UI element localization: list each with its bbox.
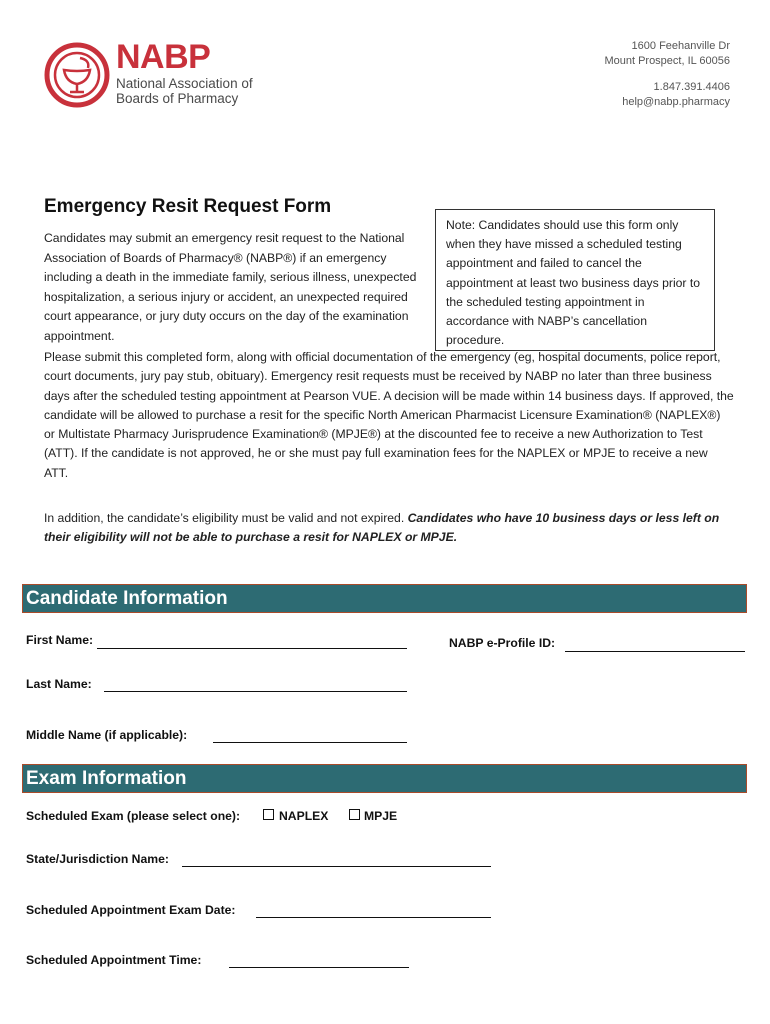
eligibility-text: In addition, the candidate’s eligibility must be valid and not expired. <box>44 511 408 525</box>
mpje-option-label: MPJE <box>364 809 398 823</box>
intro-paragraph: Candidates may submit an emergency resit request to the National Association of Boards of Pharmacy® (NABP®) if an emergency including a death in the immediate family, serious illness, unexpected hospitalization, a serious injury or accident, an unexpected required court appearance, or jury duty occurs on the day of the examination appointment. <box>44 231 417 343</box>
state-jurisdiction-label: State/Jurisdiction Name: <box>26 852 169 866</box>
exam-time-field[interactable] <box>229 967 409 968</box>
state-jurisdiction-field[interactable] <box>182 866 491 867</box>
exam-time-label: Scheduled Appointment Time: <box>26 953 202 967</box>
address-line-1: 1600 Feehanville Dr <box>631 40 730 52</box>
first-name-label: First Name: <box>26 633 94 647</box>
mpje-checkbox[interactable] <box>349 809 360 820</box>
middle-name-field[interactable] <box>213 742 407 743</box>
org-abbreviation: NABP <box>116 38 211 76</box>
last-name-field[interactable] <box>104 691 407 692</box>
org-name-line-2: Boards of Pharmacy <box>116 91 239 106</box>
org-name-line-1: National Association of <box>116 76 253 91</box>
scheduled-exam-label: Scheduled Exam (please select one): <box>26 809 241 823</box>
phone-number: 1.847.391.4406 <box>653 81 730 93</box>
nabp-logo <box>44 42 110 108</box>
eligibility-paragraph <box>44 509 734 548</box>
profile-id-field[interactable] <box>565 651 745 652</box>
profile-id-label: NABP e-Profile ID: <box>449 636 556 650</box>
exam-information-header: Exam Information <box>22 764 747 793</box>
address-line-2: Mount Prospect, IL 60056 <box>604 55 730 67</box>
naplex-checkbox[interactable] <box>263 809 274 820</box>
submit-paragraph: Please submit this completed form, along with official documentation of the emergency (eg, hospital documents, police report, court documents, jury pay stub, obituary). Emergency resit requests must be received by NABP no later than three business days after the scheduled testing appointment at Pearson VUE. A decision will be made within 14 business days. If approved, the candidate will be allowed to purchase a resit for the specific North American Pharmacist Licensure Examination® (NAPLEX®) or Multistate Pharmacy Jurisprudence Examination® (MPJE®) at the discounted fee to receive a new Authorization to Test (ATT). If the candidate is not approved, he or she must pay full examination fees for the NAPLEX or MPJE to receive a new ATT. <box>44 350 734 480</box>
naplex-option-label: NAPLEX <box>279 809 329 823</box>
last-name-label: Last Name: <box>26 677 92 691</box>
eligibility-warning: Candidates who have 10 business days or less left on their eligibility will not be able to purchase a resit for NAPLEX or MPJE. <box>44 511 720 545</box>
middle-name-label: Middle Name (if applicable): <box>26 728 188 742</box>
note-box: Note: Candidates should use this form only when they have missed a scheduled testing appointment and failed to cancel the appointment at least two business days prior to the scheduled testing appointment in accordance with NABP’s cancellation procedure. <box>435 209 715 351</box>
candidate-information-header: Candidate Information <box>22 584 747 613</box>
first-name-field[interactable] <box>97 648 407 649</box>
email-address: help@nabp.pharmacy <box>622 96 730 108</box>
exam-date-field[interactable] <box>256 917 491 918</box>
form-title: Emergency Resit Request Form <box>44 196 332 217</box>
exam-date-label: Scheduled Appointment Exam Date: <box>26 903 236 917</box>
